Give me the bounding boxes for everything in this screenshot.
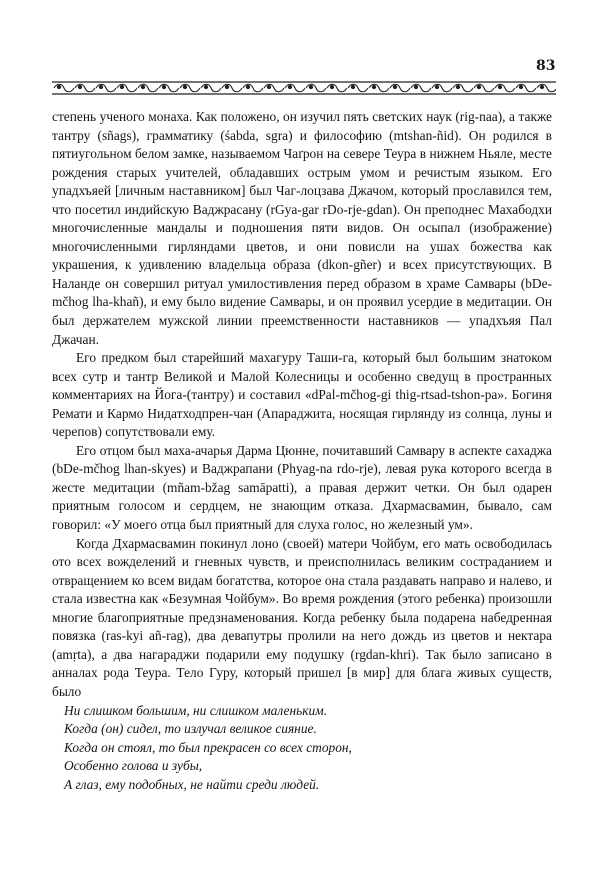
paragraph-4: Когда Дхармасвамин покинул лоно (своей) матери Чойбум, его мать освободилась ото всех вожделений и гневных чувств, и преисполнилась великим состраданием и отвращением ко всем видам богатства, которое она стала раздавать направо и налево, и стала известна как «Безумная Чойбум». Во время рождения (этого ребенка) произошли многие благоприятные предзнаменования. Когда ребенку была подарена набедренная повязка (ras-kyi añ-rag), два девапутры пролили на него дождь из цветов и нектара (amṛta), а два нагараджи подарили ему подушку (rgdan-khri). Так было записано в анналах рода Теура. Тело Гуру, который пришел [в мир] для блага живых существ, было bbox=[52, 535, 552, 699]
verse-line-2: Когда (он) сидел, то излучал великое сияние. bbox=[64, 721, 317, 737]
ornament-scroll bbox=[180, 84, 200, 92]
ornament-dot bbox=[372, 85, 375, 88]
verse-line-5: А глаз, ему подобных, не найти среди людей. bbox=[64, 776, 320, 792]
ornament-scroll bbox=[390, 84, 410, 92]
ornament-dot bbox=[351, 85, 354, 88]
ornament-scroll bbox=[96, 84, 116, 92]
ornament-scroll bbox=[285, 84, 305, 92]
ornament-scroll bbox=[432, 84, 452, 92]
ornament-scroll bbox=[474, 84, 494, 92]
ornament-dot bbox=[78, 85, 81, 88]
paragraph-1: степень ученого монаха. Как положено, он изучил пять светских наук (rig-naa), а также тантру (sñags), грамматику (śabda, sgra) и философию (mtshan-ñid). Он родился в пятиугольном белом замке, называемом Чаґрон на севере Теура в нижнем Ньяле, месте рождения старых учителей, обладавших острым умом и речистым языком. Его упадхъяей [личным наставником] был Чаг-лоцзава Джачом, который прославился тем, что посетил индийскую Ваджрасану (rGya-gar rDo-rje-gdan). Он преподнес Махабодхи многочисленные мандалы и подношения пяти видов. Он осыпал (изображение) многочисленными гирляндами цветов, и они повисли на ушах божества как украшения, к удивлению владельца образа (dkon-gñer) и всех присутствующих. В Наланде он совершил ритуал умилостивления перед образом в храме Самвары (bDe-mčhog lha-khañ), и ему было видение Самвары, и он проявил усердие в медитации. Он был держателем мужской линии преемственности наставников — упадхъяя Пал Джачан. bbox=[52, 109, 552, 347]
ornament-scroll bbox=[516, 84, 536, 92]
ornament-dot bbox=[309, 85, 312, 88]
ornament-dot bbox=[540, 85, 543, 88]
page-number: 83 bbox=[536, 58, 556, 74]
ornament-dot bbox=[246, 85, 249, 88]
paragraph-2: Его предком был старейший махагуру Таши-га, который был большим знатоком всех сутр и тантр Великой и Малой Колесницы и особенно сведущ в пространных комментариях на Йога-(тантру) и составил «dPal-mčhog-gi thig-rtsad-tshon-pa». Богиня Ремати и Кармо Нидатходпрен-чан (Апараджита, носящая гирлянду из солнца, луны и черепов) сопутствовали ему. bbox=[52, 350, 552, 440]
ornament-scroll bbox=[411, 84, 431, 92]
ornament-dot bbox=[99, 85, 102, 88]
paragraph-3: Его отцом был маха-ачарья Дарма Цюнне, почитавший Самвару в аспекте сахаджа (bDe-mčhog lhan-skyes) и Ваджрапани (Phyag-na rdo-rje), левая рука которого всегда в жесте медитации (mñam-bžag samāpatti), а правая держит четки. Он был одарен приятным голосом и сердцем, не знающим отказа. Дхармасвамин, бывало, сам говорил: «У моего отца был приятный для слуха голос, но железный ум». bbox=[52, 442, 552, 533]
ornament-dot bbox=[57, 85, 60, 88]
ornament-dot bbox=[519, 85, 522, 88]
ornament-scroll bbox=[75, 84, 95, 92]
ornament-scroll bbox=[117, 84, 137, 92]
ornament-dot bbox=[498, 85, 501, 88]
ornament-scroll bbox=[495, 84, 515, 92]
ornament-dot bbox=[330, 85, 333, 88]
ornament-scroll bbox=[348, 84, 368, 92]
ornament-dot bbox=[414, 85, 417, 88]
ornament-scroll bbox=[201, 84, 221, 92]
verse-block bbox=[64, 702, 552, 795]
ornament-scroll bbox=[264, 84, 284, 92]
ornament-scroll bbox=[138, 84, 158, 92]
verse-line-1: Ни слишком большим, ни слишком маленьким. bbox=[64, 702, 328, 718]
verse-line-3: Когда он стоял, то был прекрасен со всех сторон, bbox=[64, 739, 352, 755]
ornament-dot bbox=[456, 85, 459, 88]
ornament-scroll bbox=[243, 84, 263, 92]
ornament-dot bbox=[162, 85, 165, 88]
ornament-scroll bbox=[159, 84, 179, 92]
ornament-dot bbox=[141, 85, 144, 88]
ornament-scroll bbox=[306, 84, 326, 92]
decorative-header-border bbox=[52, 80, 556, 96]
ornament-dot bbox=[288, 85, 291, 88]
ornament-dot bbox=[183, 85, 186, 88]
ornament-dot bbox=[477, 85, 480, 88]
ornament-dot bbox=[435, 85, 438, 88]
ornament-dot bbox=[225, 85, 228, 88]
ornament-scroll bbox=[327, 84, 347, 92]
page-body bbox=[52, 108, 552, 794]
verse-line-4: Особенно голова и зубы, bbox=[64, 758, 203, 774]
ornament-scroll bbox=[453, 84, 473, 92]
ornament-dot bbox=[204, 85, 207, 88]
ornament-dot bbox=[393, 85, 396, 88]
ornament-scroll bbox=[222, 84, 242, 92]
ornament-dot bbox=[120, 85, 123, 88]
ornament-scroll bbox=[369, 84, 389, 92]
ornament-scroll bbox=[54, 84, 74, 92]
ornament-dot bbox=[267, 85, 270, 88]
ornament-scroll bbox=[537, 84, 556, 92]
